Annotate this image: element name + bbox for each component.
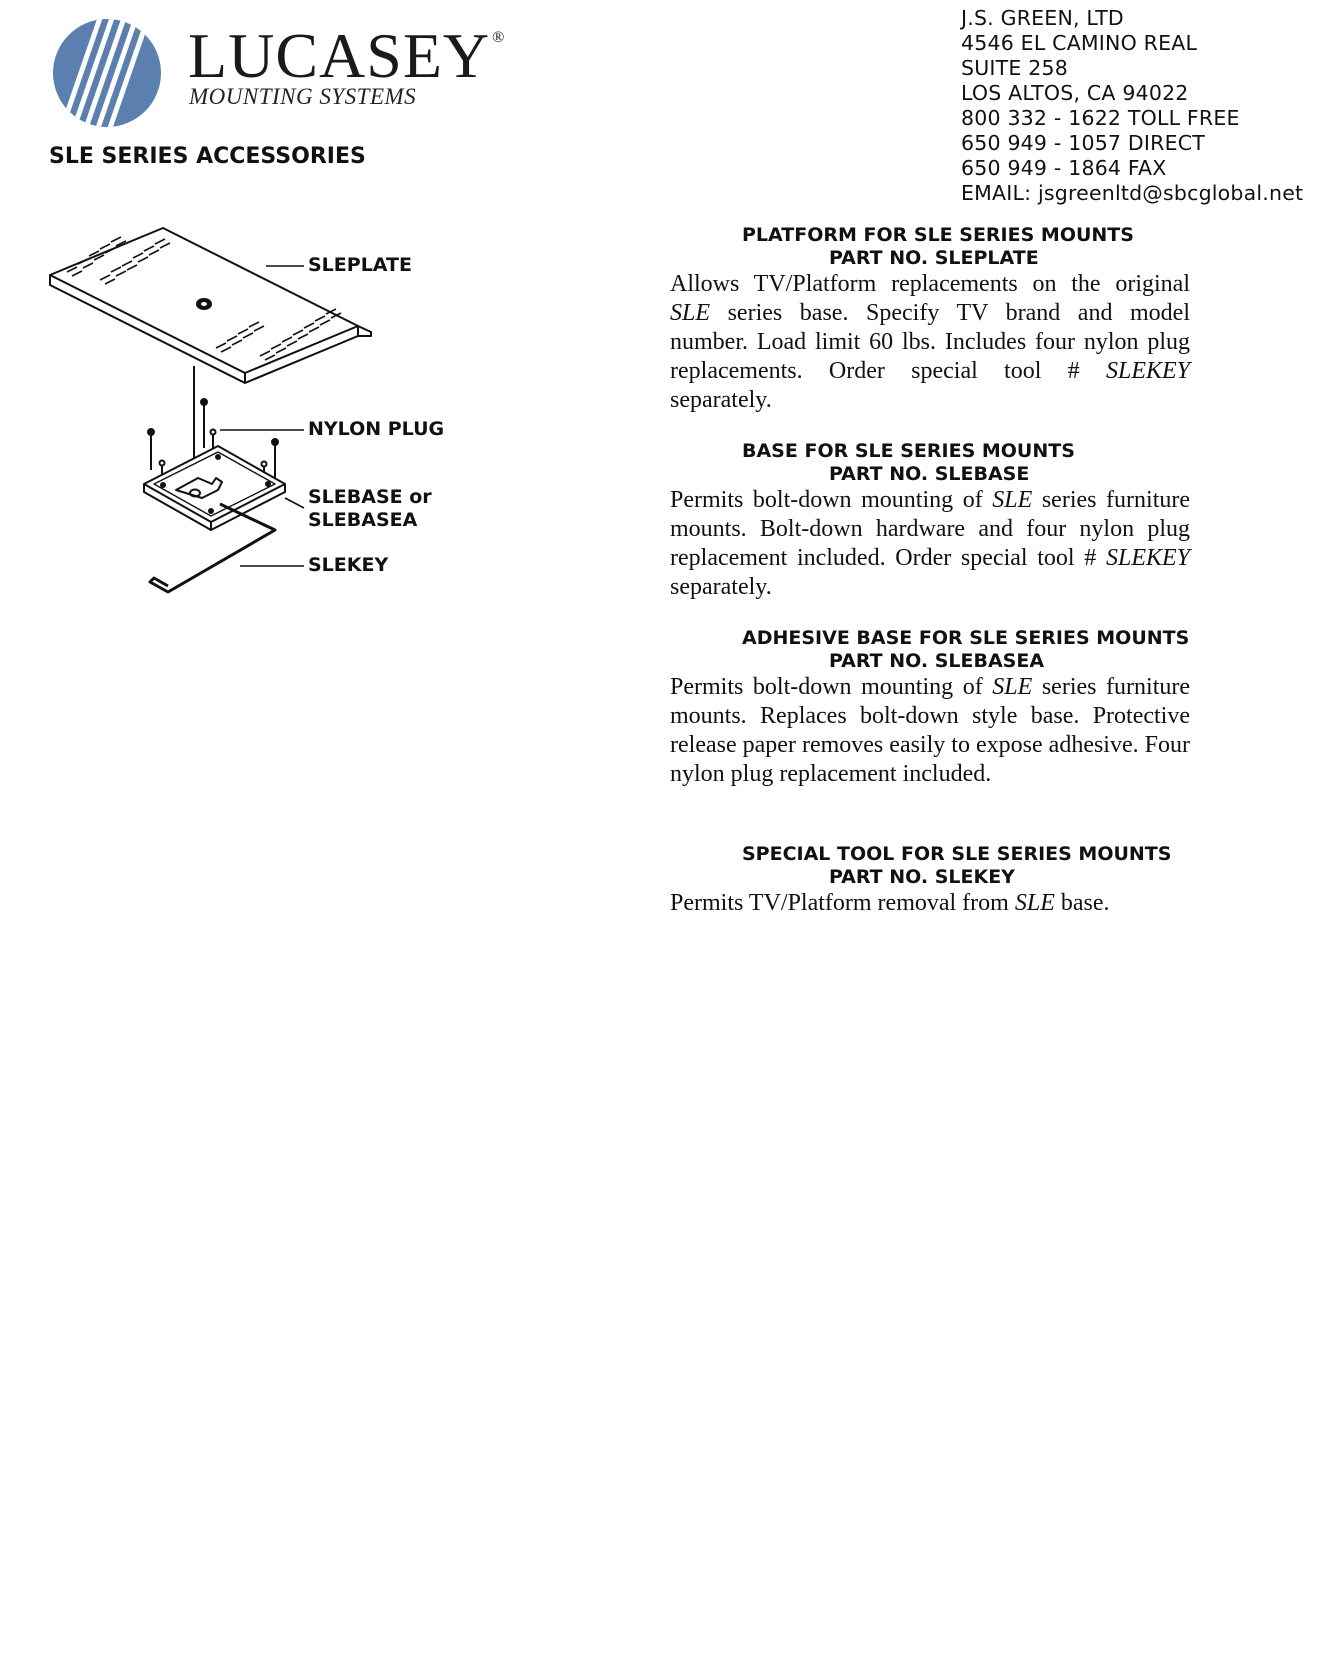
section-part-number: PART NO. SLEPLATE — [829, 247, 1039, 269]
contact-toll-free: 800 332 - 1622 TOLL FREE — [961, 106, 1240, 130]
label-slebase — [308, 486, 432, 532]
logo-tagline: MOUNTING SYSTEMS — [189, 84, 417, 109]
section-description: Permits TV/Platform removal from SLE base. — [670, 890, 1110, 916]
contact-email-line — [961, 181, 1303, 206]
section-part-number: PART NO. SLEKEY — [829, 866, 1015, 888]
contact-block — [961, 6, 1303, 206]
section-description: Allows TV/Platform replacements on the original SLE series base. Specify TV brand and model number. Load limit 60 lbs. Includes four nylon plug replacements. Order special tool # SLEKEY separately. — [670, 271, 1190, 413]
registered-mark: ® — [492, 29, 506, 46]
section-title: SPECIAL TOOL FOR SLE SERIES MOUNTS — [742, 843, 1172, 865]
diagram-drawing — [40, 208, 560, 648]
logo-wordmark: LUCASEY ® — [188, 20, 506, 91]
email-link[interactable]: jsgreenltd@sbcglobal.net — [1037, 181, 1304, 205]
contact-suite: SUITE 258 — [961, 56, 1068, 80]
label-sleplate: SLEPLATE — [308, 254, 412, 276]
section-title: ADHESIVE BASE FOR SLE SERIES MOUNTS — [742, 627, 1190, 649]
contact-company: J.S. GREEN, LTD — [961, 6, 1124, 30]
label-slekey: SLEKEY — [308, 554, 389, 576]
section-special-tool — [670, 843, 1190, 918]
contact-direct: 650 949 - 1057 DIRECT — [961, 131, 1205, 155]
contact-street: 4546 EL CAMINO REAL — [961, 31, 1198, 55]
section-description: Permits bolt-down mounting of SLE series furniture mounts. Bolt-down hardware and four nylon plug replacement included. Order special tool # SLEKEY separately. — [670, 487, 1190, 600]
contact-city: LOS ALTOS, CA 94022 — [961, 81, 1189, 105]
exploded-diagram — [40, 208, 560, 648]
page-title: SLE SERIES ACCESSORIES — [49, 144, 366, 169]
label-slebase-line2: SLEBASEA — [308, 509, 418, 531]
section-base — [670, 440, 1190, 602]
section-adhesive-base — [670, 627, 1190, 789]
contact-fax: 650 949 - 1864 FAX — [961, 156, 1167, 180]
section-part-number: PART NO. SLEBASE — [829, 463, 1030, 485]
sleplate-drawing — [50, 228, 371, 383]
logo-emblem-icon — [48, 18, 168, 128]
email-label: EMAIL: — [961, 181, 1032, 205]
label-slebase-line1: SLEBASE or — [308, 486, 432, 508]
slebase-drawing — [144, 446, 285, 530]
section-title: BASE FOR SLE SERIES MOUNTS — [742, 440, 1075, 462]
label-nylon-plug: NYLON PLUG — [308, 418, 445, 440]
company-logo — [48, 18, 528, 128]
section-description: Permits bolt-down mounting of SLE series furniture mounts. Replaces bolt-down style base. Protective release paper removes easily to expose adhesive. Four nylon plug replacement included. — [670, 674, 1190, 787]
section-title: PLATFORM FOR SLE SERIES MOUNTS — [742, 224, 1134, 246]
section-platform — [670, 224, 1190, 415]
section-part-number: PART NO. SLEBASEA — [829, 650, 1045, 672]
